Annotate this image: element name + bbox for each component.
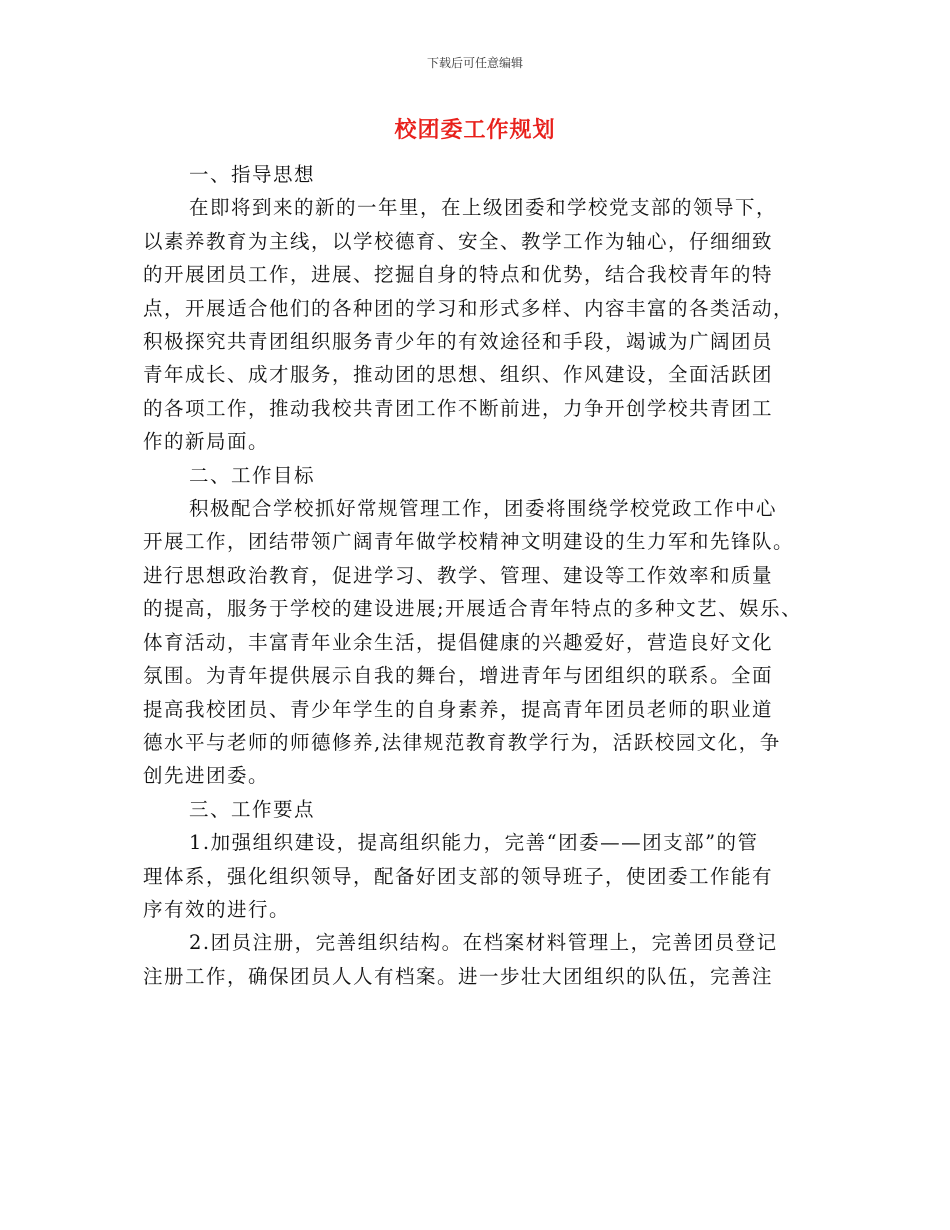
text-line: 的提高，服务于学校的建设进展;开展适合青年特点的多种文艺、娱乐、: [143, 597, 803, 621]
text-line: 积极探究共青团组织服务青少年的有效途径和手段，竭诚为广阔团员: [143, 330, 774, 354]
text-line: 在即将到来的新的一年里，在上级团委和学校党支部的领导下，: [189, 196, 778, 220]
text-line: 2.团员注册，完善组织结构。在档案材料管理上，完善团员登记: [189, 931, 778, 955]
paragraph-work-point-2: [143, 926, 819, 993]
document-title: 校团委工作规划: [394, 118, 556, 143]
text-line: 青年成长、成才服务，推动团的思想、组织、作风建设，全面活跃团: [143, 363, 774, 387]
text-line: 氛围。为青年提供展示自我的舞台，增进青年与团组织的联系。全面: [143, 664, 774, 688]
paragraph-work-point-1: [143, 826, 819, 926]
text-line: 作的新局面。: [143, 430, 270, 454]
section-heading-guiding-thought: 一、指导思想: [189, 163, 316, 186]
document-body: [143, 158, 819, 993]
text-line: 进行思想政治教育，促进学习、教学、管理、建设等工作效率和质量: [143, 563, 774, 587]
text-line: 积极配合学校抓好常规管理工作，团委将围绕学校党政工作中心: [189, 497, 778, 521]
text-line: 序有效的进行。: [143, 897, 291, 921]
text-line: 1.加强组织建设，提高组织能力，完善“团委——团支部”的管: [189, 831, 759, 855]
text-line: 理体系，强化组织领导，配备好团支部的领导班子，使团委工作能有: [143, 864, 774, 888]
paragraph-guiding-thought: [143, 191, 819, 458]
text-line: 点，开展适合他们的各种团的学习和形式多样、内容丰富的各类活动，: [143, 296, 795, 320]
text-line: 体育活动，丰富青年业余生活，提倡健康的兴趣爱好，营造良好文化: [143, 630, 774, 654]
text-line: 提高我校团员、青少年学生的自身素养，提高青年团员老师的职业道: [143, 697, 774, 721]
text-line: 创先进团委。: [143, 764, 270, 788]
text-line: 的开展团员工作，进展、挖掘自身的特点和优势，结合我校青年的特: [143, 263, 774, 287]
text-line: 德水平与老师的师德修养,法律规范教育教学行为，活跃校园文化，争: [143, 730, 781, 754]
text-line: 注册工作，确保团员人人有档案。进一步壮大团组织的队伍，完善注: [143, 964, 774, 988]
text-line: 的各项工作，推动我校共青团工作不断前进，力争开创学校共青团工: [143, 396, 774, 420]
text-line: 开展工作，团结带领广阔青年做学校精神文明建设的生力军和先锋队。: [143, 530, 795, 554]
text-line: 以素养教育为主线，以学校德育、安全、教学工作为轴心，仔细细致: [143, 229, 774, 253]
paragraph-work-goals: [143, 492, 819, 793]
header-note: 下载后可任意编辑: [426, 56, 523, 70]
section-heading-work-points: 三、工作要点: [189, 797, 316, 821]
section-heading-work-goals: 二、工作目标: [189, 463, 316, 487]
